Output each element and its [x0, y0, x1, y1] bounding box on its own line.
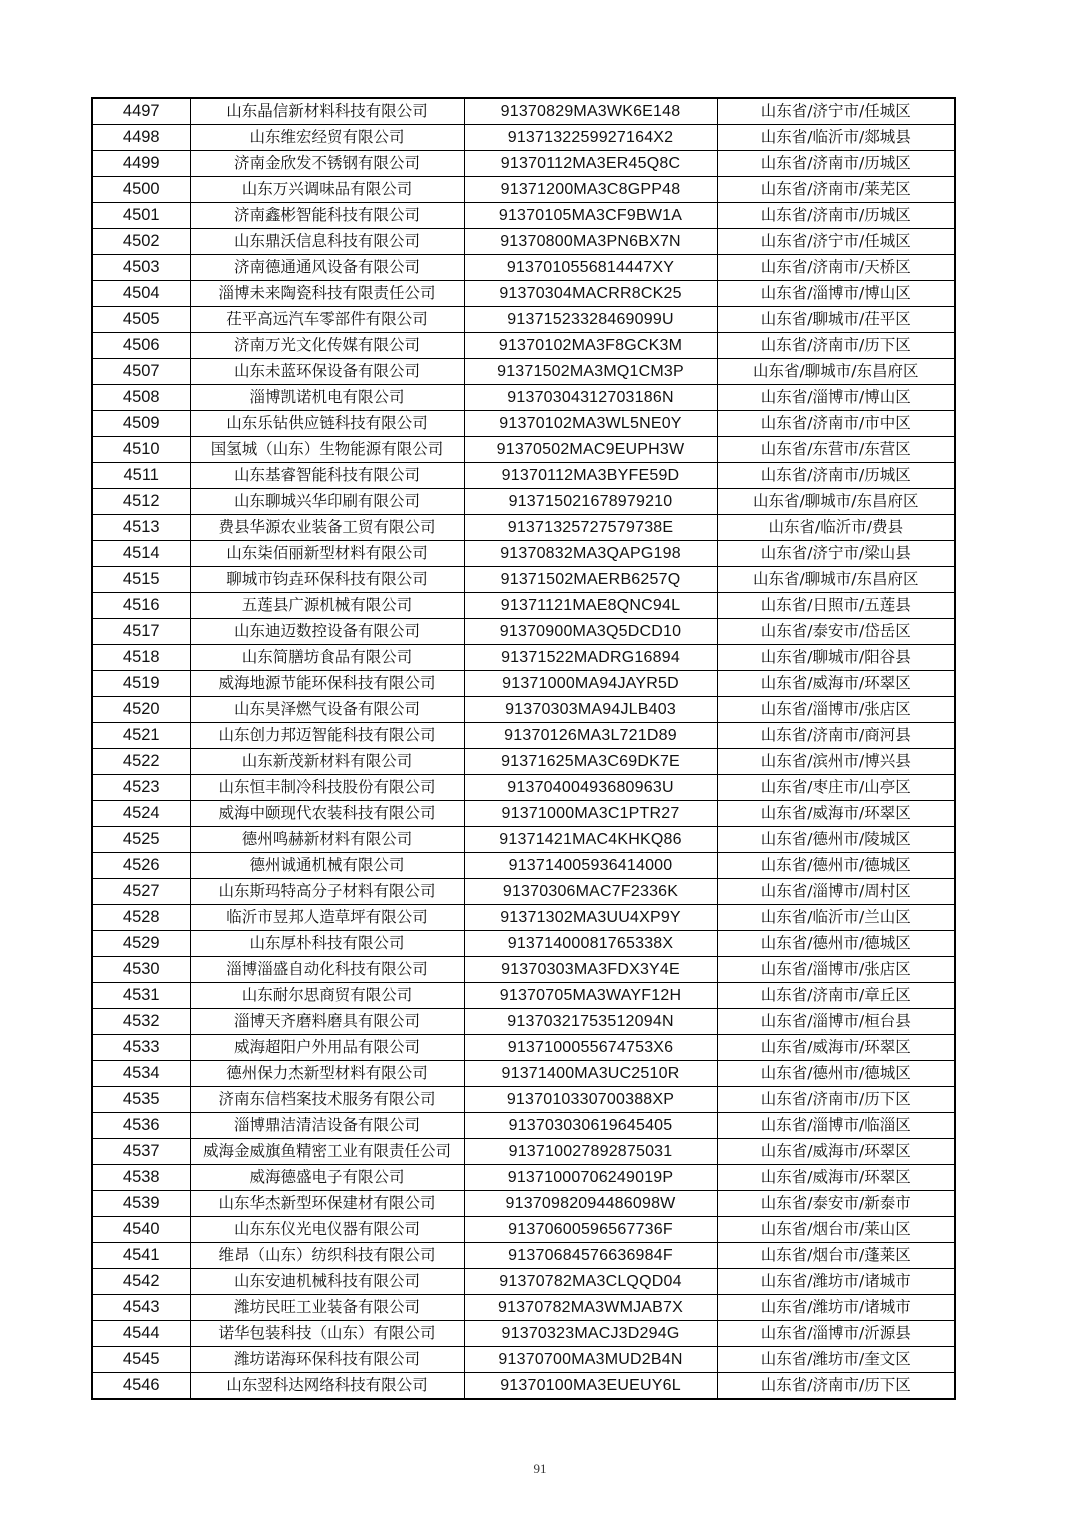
company-name-cell: 国氢城（山东）生物能源有限公司 [190, 437, 464, 463]
table-row [92, 645, 955, 671]
row-number-cell: 4530 [92, 957, 190, 983]
region-cell: 山东省/聊城市/东昌府区 [717, 489, 955, 515]
company-name-cell: 淄博未来陶瓷科技有限责任公司 [190, 281, 464, 307]
credit-code-cell: 913703030619645405 [464, 1113, 717, 1139]
region-cell: 山东省/济南市/历城区 [717, 463, 955, 489]
region-cell: 山东省/济南市/莱芜区 [717, 177, 955, 203]
table-row [92, 541, 955, 567]
table-row [92, 593, 955, 619]
region-cell: 山东省/潍坊市/奎文区 [717, 1347, 955, 1373]
company-name-cell: 山东简膳坊食品有限公司 [190, 645, 464, 671]
credit-code-cell: 91370700MA3MUD2B4N [464, 1347, 717, 1373]
table-row [92, 489, 955, 515]
row-number-cell: 4543 [92, 1295, 190, 1321]
table-row [92, 671, 955, 697]
company-name-cell: 威海超阳户外用品有限公司 [190, 1035, 464, 1061]
credit-code-cell: 91371000MA3C1PTR27 [464, 801, 717, 827]
row-number-cell: 4517 [92, 619, 190, 645]
company-name-cell: 山东未蓝环保设备有限公司 [190, 359, 464, 385]
row-number-cell: 4531 [92, 983, 190, 1009]
credit-code-cell: 913714005936414000 [464, 853, 717, 879]
table-row [92, 463, 955, 489]
row-number-cell: 4546 [92, 1373, 190, 1400]
company-name-cell: 德州保力杰新型材料有限公司 [190, 1061, 464, 1087]
table-row [92, 1035, 955, 1061]
company-name-cell: 潍坊民旺工业装备有限公司 [190, 1295, 464, 1321]
table-row [92, 957, 955, 983]
region-cell: 山东省/泰安市/新泰市 [717, 1191, 955, 1217]
region-cell: 山东省/日照市/五莲县 [717, 593, 955, 619]
table-body [92, 98, 955, 1399]
company-name-cell: 五莲县广源机械有限公司 [190, 593, 464, 619]
company-name-cell: 山东万兴调味品有限公司 [190, 177, 464, 203]
region-cell: 山东省/济南市/历下区 [717, 333, 955, 359]
region-cell: 山东省/济宁市/任城区 [717, 229, 955, 255]
company-name-cell: 山东柒佰丽新型材料有限公司 [190, 541, 464, 567]
company-name-cell: 德州鸣赫新材料有限公司 [190, 827, 464, 853]
company-name-cell: 济南德通通风设备有限公司 [190, 255, 464, 281]
table-row [92, 1139, 955, 1165]
row-number-cell: 4525 [92, 827, 190, 853]
company-name-cell: 淄博鼎洁清洁设备有限公司 [190, 1113, 464, 1139]
credit-code-cell: 91370112MA3BYFE59D [464, 463, 717, 489]
table-row [92, 411, 955, 437]
credit-code-cell: 91370303MA3FDX3Y4E [464, 957, 717, 983]
row-number-cell: 4507 [92, 359, 190, 385]
credit-code-cell: 91370303MA94JLB403 [464, 697, 717, 723]
row-number-cell: 4511 [92, 463, 190, 489]
company-name-cell: 山东基睿智能科技有限公司 [190, 463, 464, 489]
company-name-cell: 山东翌科达网络科技有限公司 [190, 1373, 464, 1400]
credit-code-cell: 91370102MA3WL5NE0Y [464, 411, 717, 437]
region-cell: 山东省/潍坊市/诸城市 [717, 1295, 955, 1321]
company-name-cell: 威海中颐现代农装科技有限公司 [190, 801, 464, 827]
region-cell: 山东省/泰安市/岱岳区 [717, 619, 955, 645]
table-row [92, 359, 955, 385]
credit-code-cell: 91370321753512094N [464, 1009, 717, 1035]
credit-code-cell: 91370684576636984F [464, 1243, 717, 1269]
credit-code-cell: 91370100MA3EUEUY6L [464, 1373, 717, 1400]
region-cell: 山东省/德州市/德城区 [717, 853, 955, 879]
table-row [92, 1347, 955, 1373]
credit-code-cell: 91371000706249019P [464, 1165, 717, 1191]
credit-code-cell: 91370323MACJ3D294G [464, 1321, 717, 1347]
table-row [92, 1113, 955, 1139]
credit-code-cell: 91370400493680963U [464, 775, 717, 801]
table-row [92, 203, 955, 229]
table-row [92, 98, 955, 125]
table-row [92, 1191, 955, 1217]
row-number-cell: 4516 [92, 593, 190, 619]
region-cell: 山东省/淄博市/桓台县 [717, 1009, 955, 1035]
table-row [92, 307, 955, 333]
table-row [92, 515, 955, 541]
row-number-cell: 4538 [92, 1165, 190, 1191]
company-name-cell: 潍坊诺海环保科技有限公司 [190, 1347, 464, 1373]
region-cell: 山东省/威海市/环翠区 [717, 671, 955, 697]
credit-code-cell: 913715021678979210 [464, 489, 717, 515]
table-row [92, 905, 955, 931]
row-number-cell: 4545 [92, 1347, 190, 1373]
credit-code-cell: 91371522MADRG16894 [464, 645, 717, 671]
row-number-cell: 4500 [92, 177, 190, 203]
credit-code-cell: 9137100055674753X6 [464, 1035, 717, 1061]
row-number-cell: 4528 [92, 905, 190, 931]
credit-code-cell: 9137010556814447XY [464, 255, 717, 281]
region-cell: 山东省/临沂市/郯城县 [717, 125, 955, 151]
company-name-cell: 淄博凯诺机电有限公司 [190, 385, 464, 411]
table-row [92, 775, 955, 801]
credit-code-cell: 91370304312703186N [464, 385, 717, 411]
region-cell: 山东省/威海市/环翠区 [717, 1139, 955, 1165]
row-number-cell: 4504 [92, 281, 190, 307]
credit-code-cell: 91370705MA3WAYF12H [464, 983, 717, 1009]
row-number-cell: 4519 [92, 671, 190, 697]
row-number-cell: 4542 [92, 1269, 190, 1295]
company-list-table [91, 97, 956, 1400]
table-row [92, 749, 955, 775]
row-number-cell: 4499 [92, 151, 190, 177]
row-number-cell: 4524 [92, 801, 190, 827]
table-row [92, 1243, 955, 1269]
region-cell: 山东省/济南市/历城区 [717, 151, 955, 177]
company-name-cell: 山东鼎沃信息科技有限公司 [190, 229, 464, 255]
row-number-cell: 4523 [92, 775, 190, 801]
row-number-cell: 4540 [92, 1217, 190, 1243]
company-name-cell: 淄博天齐磨料磨具有限公司 [190, 1009, 464, 1035]
region-cell: 山东省/威海市/环翠区 [717, 1035, 955, 1061]
credit-code-cell: 91370829MA3WK6E148 [464, 98, 717, 125]
row-number-cell: 4506 [92, 333, 190, 359]
region-cell: 山东省/淄博市/张店区 [717, 957, 955, 983]
row-number-cell: 4503 [92, 255, 190, 281]
row-number-cell: 4541 [92, 1243, 190, 1269]
company-name-cell: 淄博淄盛自动化科技有限公司 [190, 957, 464, 983]
company-name-cell: 济南鑫彬智能科技有限公司 [190, 203, 464, 229]
row-number-cell: 4544 [92, 1321, 190, 1347]
credit-code-cell: 91370800MA3PN6BX7N [464, 229, 717, 255]
region-cell: 山东省/临沂市/兰山区 [717, 905, 955, 931]
company-name-cell: 山东华杰新型环保建材有限公司 [190, 1191, 464, 1217]
company-name-cell: 山东昊泽燃气设备有限公司 [190, 697, 464, 723]
row-number-cell: 4518 [92, 645, 190, 671]
table-row [92, 125, 955, 151]
row-number-cell: 4501 [92, 203, 190, 229]
row-number-cell: 4514 [92, 541, 190, 567]
region-cell: 山东省/淄博市/临淄区 [717, 1113, 955, 1139]
company-name-cell: 山东斯玛特高分子材料有限公司 [190, 879, 464, 905]
region-cell: 山东省/济宁市/梁山县 [717, 541, 955, 567]
table-row [92, 385, 955, 411]
credit-code-cell: 91370306MAC7F2336K [464, 879, 717, 905]
company-name-cell: 济南万光文化传媒有限公司 [190, 333, 464, 359]
table-row [92, 827, 955, 853]
row-number-cell: 4498 [92, 125, 190, 151]
row-number-cell: 4526 [92, 853, 190, 879]
region-cell: 山东省/烟台市/蓬莱区 [717, 1243, 955, 1269]
row-number-cell: 4510 [92, 437, 190, 463]
region-cell: 山东省/东营市/东营区 [717, 437, 955, 463]
credit-code-cell: 91371325727579738E [464, 515, 717, 541]
table-row [92, 1373, 955, 1400]
credit-code-cell: 91370102MA3F8GCK3M [464, 333, 717, 359]
region-cell: 山东省/德州市/德城区 [717, 931, 955, 957]
table-row [92, 1295, 955, 1321]
table-row [92, 281, 955, 307]
company-name-cell: 德州诚通机械有限公司 [190, 853, 464, 879]
region-cell: 山东省/济南市/商河县 [717, 723, 955, 749]
table-row [92, 151, 955, 177]
table-row [92, 619, 955, 645]
credit-code-cell: 91370832MA3QAPG198 [464, 541, 717, 567]
credit-code-cell: 91371421MAC4KHKQ86 [464, 827, 717, 853]
row-number-cell: 4535 [92, 1087, 190, 1113]
credit-code-cell: 91370105MA3CF9BW1A [464, 203, 717, 229]
credit-code-cell: 91371200MA3C8GPP48 [464, 177, 717, 203]
row-number-cell: 4529 [92, 931, 190, 957]
row-number-cell: 4527 [92, 879, 190, 905]
company-name-cell: 山东晶信新材料科技有限公司 [190, 98, 464, 125]
credit-code-cell: 91370112MA3ER45Q8C [464, 151, 717, 177]
company-name-cell: 山东聊城兴华印刷有限公司 [190, 489, 464, 515]
region-cell: 山东省/淄博市/张店区 [717, 697, 955, 723]
table-row [92, 1321, 955, 1347]
company-name-cell: 威海地源节能环保科技有限公司 [190, 671, 464, 697]
company-name-cell: 山东维宏经贸有限公司 [190, 125, 464, 151]
region-cell: 山东省/济南市/章丘区 [717, 983, 955, 1009]
company-name-cell: 聊城市钧垚环保科技有限公司 [190, 567, 464, 593]
table-row [92, 229, 955, 255]
region-cell: 山东省/济南市/历下区 [717, 1087, 955, 1113]
table-row [92, 333, 955, 359]
credit-code-cell: 91370502MAC9EUPH3W [464, 437, 717, 463]
table-row [92, 255, 955, 281]
page-number: 91 [533, 1461, 547, 1476]
region-cell: 山东省/淄博市/周村区 [717, 879, 955, 905]
credit-code-cell: 9137132259927164X2 [464, 125, 717, 151]
company-name-cell: 济南东信档案技术服务有限公司 [190, 1087, 464, 1113]
row-number-cell: 4502 [92, 229, 190, 255]
region-cell: 山东省/聊城市/阳谷县 [717, 645, 955, 671]
region-cell: 山东省/淄博市/博山区 [717, 385, 955, 411]
table-row [92, 1165, 955, 1191]
region-cell: 山东省/济南市/天桥区 [717, 255, 955, 281]
credit-code-cell: 91370982094486098W [464, 1191, 717, 1217]
region-cell: 山东省/德州市/陵城区 [717, 827, 955, 853]
row-number-cell: 4515 [92, 567, 190, 593]
region-cell: 山东省/烟台市/莱山区 [717, 1217, 955, 1243]
credit-code-cell: 91371400MA3UC2510R [464, 1061, 717, 1087]
credit-code-cell: 91370600596567736F [464, 1217, 717, 1243]
credit-code-cell: 91370900MA3Q5DCD10 [464, 619, 717, 645]
region-cell: 山东省/济南市/历城区 [717, 203, 955, 229]
company-name-cell: 山东耐尔思商贸有限公司 [190, 983, 464, 1009]
table-row [92, 1269, 955, 1295]
region-cell: 山东省/淄博市/沂源县 [717, 1321, 955, 1347]
company-name-cell: 山东迪迈数控设备有限公司 [190, 619, 464, 645]
region-cell: 山东省/临沂市/费县 [717, 515, 955, 541]
credit-code-cell: 91370782MA3CLQQD04 [464, 1269, 717, 1295]
row-number-cell: 4522 [92, 749, 190, 775]
row-number-cell: 4521 [92, 723, 190, 749]
row-number-cell: 4532 [92, 1009, 190, 1035]
region-cell: 山东省/济宁市/任城区 [717, 98, 955, 125]
company-name-cell: 临沂市昱邦人造草坪有限公司 [190, 905, 464, 931]
region-cell: 山东省/淄博市/博山区 [717, 281, 955, 307]
table-row [92, 801, 955, 827]
row-number-cell: 4520 [92, 697, 190, 723]
region-cell: 山东省/枣庄市/山亭区 [717, 775, 955, 801]
row-number-cell: 4497 [92, 98, 190, 125]
table-row [92, 983, 955, 1009]
row-number-cell: 4533 [92, 1035, 190, 1061]
company-name-cell: 山东新茂新材料有限公司 [190, 749, 464, 775]
region-cell: 山东省/济南市/市中区 [717, 411, 955, 437]
row-number-cell: 4513 [92, 515, 190, 541]
table-row [92, 1217, 955, 1243]
region-cell: 山东省/聊城市/东昌府区 [717, 359, 955, 385]
credit-code-cell: 91371502MAERB6257Q [464, 567, 717, 593]
company-name-cell: 山东创力邦迈智能科技有限公司 [190, 723, 464, 749]
table-row [92, 177, 955, 203]
table-row [92, 697, 955, 723]
credit-code-cell: 91371523328469099U [464, 307, 717, 333]
credit-code-cell: 913710027892875031 [464, 1139, 717, 1165]
company-name-cell: 诺华包装科技（山东）有限公司 [190, 1321, 464, 1347]
region-cell: 山东省/济南市/历下区 [717, 1373, 955, 1400]
credit-code-cell: 91371502MA3MQ1CM3P [464, 359, 717, 385]
credit-code-cell: 91370304MACRR8CK25 [464, 281, 717, 307]
company-name-cell: 茌平高远汽车零部件有限公司 [190, 307, 464, 333]
table-row [92, 437, 955, 463]
row-number-cell: 4509 [92, 411, 190, 437]
credit-code-cell: 91371000MA94JAYR5D [464, 671, 717, 697]
region-cell: 山东省/德州市/德城区 [717, 1061, 955, 1087]
credit-code-cell: 91370782MA3WMJAB7X [464, 1295, 717, 1321]
company-name-cell: 威海金威旗鱼精密工业有限责任公司 [190, 1139, 464, 1165]
row-number-cell: 4537 [92, 1139, 190, 1165]
credit-code-cell: 91371400081765338X [464, 931, 717, 957]
table-row [92, 1009, 955, 1035]
table-row [92, 879, 955, 905]
company-name-cell: 山东乐钻供应链科技有限公司 [190, 411, 464, 437]
company-name-cell: 山东安迪机械科技有限公司 [190, 1269, 464, 1295]
table-row [92, 853, 955, 879]
credit-code-cell: 91370126MA3L721D89 [464, 723, 717, 749]
company-name-cell: 济南金欣发不锈钢有限公司 [190, 151, 464, 177]
company-name-cell: 山东东仪光电仪器有限公司 [190, 1217, 464, 1243]
region-cell: 山东省/滨州市/博兴县 [717, 749, 955, 775]
table-row [92, 723, 955, 749]
region-cell: 山东省/聊城市/东昌府区 [717, 567, 955, 593]
credit-code-cell: 91371625MA3C69DK7E [464, 749, 717, 775]
company-name-cell: 山东厚朴科技有限公司 [190, 931, 464, 957]
row-number-cell: 4512 [92, 489, 190, 515]
row-number-cell: 4508 [92, 385, 190, 411]
company-name-cell: 费县华源农业装备工贸有限公司 [190, 515, 464, 541]
table-row [92, 1061, 955, 1087]
table-row [92, 567, 955, 593]
company-name-cell: 维昂（山东）纺织科技有限公司 [190, 1243, 464, 1269]
region-cell: 山东省/威海市/环翠区 [717, 1165, 955, 1191]
row-number-cell: 4505 [92, 307, 190, 333]
row-number-cell: 4534 [92, 1061, 190, 1087]
region-cell: 山东省/威海市/环翠区 [717, 801, 955, 827]
row-number-cell: 4536 [92, 1113, 190, 1139]
credit-code-cell: 9137010330700388XP [464, 1087, 717, 1113]
credit-code-cell: 91371121MAE8QNC94L [464, 593, 717, 619]
region-cell: 山东省/聊城市/茌平区 [717, 307, 955, 333]
row-number-cell: 4539 [92, 1191, 190, 1217]
table-row [92, 1087, 955, 1113]
company-name-cell: 山东恒丰制冷科技股份有限公司 [190, 775, 464, 801]
company-name-cell: 威海德盛电子有限公司 [190, 1165, 464, 1191]
credit-code-cell: 91371302MA3UU4XP9Y [464, 905, 717, 931]
table-row [92, 931, 955, 957]
region-cell: 山东省/潍坊市/诸城市 [717, 1269, 955, 1295]
